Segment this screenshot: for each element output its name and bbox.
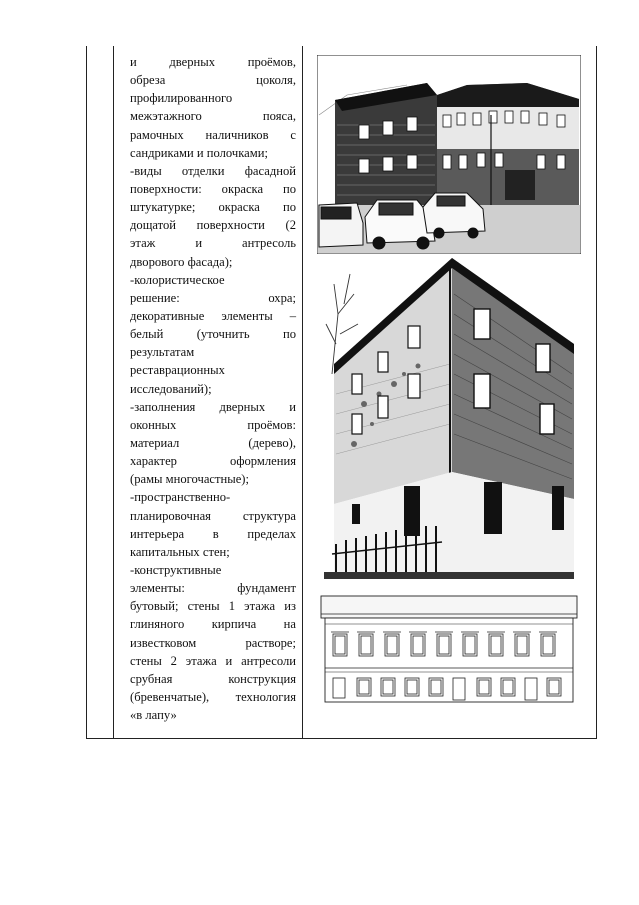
image-column bbox=[303, 46, 595, 738]
text-line: сандриками и полочками; bbox=[130, 145, 268, 160]
text-line: глиняного кирпича на bbox=[130, 617, 296, 632]
text-line: срубная конструкция bbox=[130, 671, 296, 686]
text-line: бутовый; стены 1 этажа из bbox=[130, 599, 296, 614]
courtyard-building-photo bbox=[317, 55, 581, 254]
text-line: дворового фасада); bbox=[130, 254, 233, 269]
text-line: белый (уточнить по bbox=[130, 327, 296, 342]
text-line: интерьера в пределах bbox=[130, 526, 296, 541]
text-line: оконных проёмов: bbox=[130, 417, 296, 432]
text-line: -пространственно- bbox=[130, 490, 231, 505]
text-line: известковом растворе; bbox=[130, 635, 296, 650]
text-line: штукатурке; окраска по bbox=[130, 200, 296, 215]
text-line: этаж и антресоль bbox=[130, 236, 296, 251]
text-line: поверхности: окраска по bbox=[130, 181, 296, 196]
text-line: решение: охра; bbox=[130, 290, 296, 305]
text-line: (бревенчатые), технология bbox=[130, 689, 296, 704]
text-line: рамочных наличников с bbox=[130, 127, 296, 142]
protected-features-text bbox=[130, 53, 296, 724]
text-line: -заполнения дверных и bbox=[130, 399, 296, 414]
text-line: исследований); bbox=[130, 381, 212, 396]
text-line: и дверных проёмов, bbox=[130, 55, 296, 69]
facade-elevation-drawing bbox=[317, 594, 581, 706]
text-line: планировочная структура bbox=[130, 508, 296, 523]
text-line: обреза цоколя, bbox=[130, 73, 296, 88]
text-line: реставрационных bbox=[130, 363, 225, 378]
text-line: -колористическое bbox=[130, 272, 225, 287]
text-line: -конструктивные bbox=[130, 562, 222, 577]
text-line: декоративные элементы – bbox=[130, 308, 296, 323]
text-line: элементы: фундамент bbox=[130, 581, 296, 596]
text-line: характер оформления bbox=[130, 454, 296, 469]
text-line: стены 2 этажа и антресоли bbox=[130, 653, 296, 668]
corner-building-photo bbox=[324, 254, 574, 579]
text-line: материал (дерево), bbox=[130, 435, 296, 450]
text-line: профилированного bbox=[130, 91, 233, 106]
text-line: капитальных стен; bbox=[130, 544, 230, 559]
document-table bbox=[86, 46, 597, 739]
text-line: «в лапу» bbox=[130, 708, 177, 723]
text-line: (рамы многочастные); bbox=[130, 472, 249, 487]
text-line: результатам bbox=[130, 345, 195, 360]
text-line: межэтажного пояса, bbox=[130, 109, 296, 124]
table-column-divider bbox=[113, 46, 114, 738]
text-line: -виды отделки фасадной bbox=[130, 163, 296, 178]
text-line: дощатой поверхности (2 bbox=[130, 218, 296, 233]
